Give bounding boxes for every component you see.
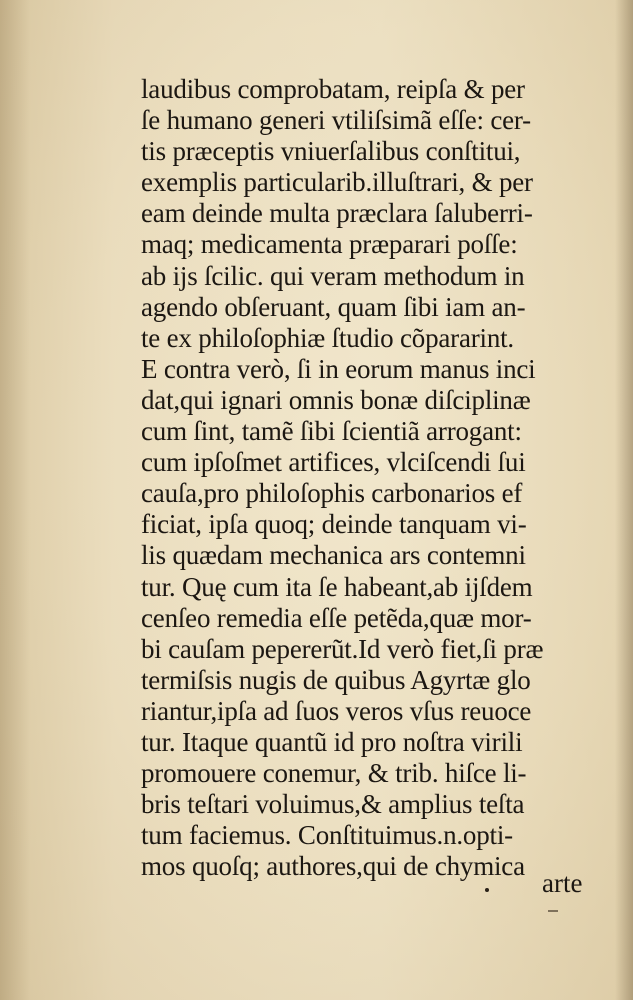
text-line: promouere conemur, & trib. hiſce li-	[141, 758, 527, 789]
text-line: termiſsis nugis de quibus Agyrtæ glo	[141, 664, 531, 695]
text-line: tis præceptis vniuerſalibus conſtitui,	[141, 136, 521, 167]
page-mark	[548, 910, 558, 912]
text-line: ficiat, ipſa quoq; deinde tanquam vi-	[141, 509, 527, 540]
text-line: tur. Itaque quantũ id pro noſtra virili	[141, 726, 523, 757]
text-line: bris teſtari voluimus,& amplius teſta	[141, 789, 525, 820]
text-line: ab ijs ſcilic. qui veram methodum in	[141, 260, 525, 291]
catchword: arte	[542, 868, 583, 898]
text-line: agendo obſeruant, quam ſibi iam an-	[141, 291, 526, 322]
text-line: ſe humano generi vtiliſsimã eſſe: cer-	[141, 105, 531, 136]
page-edge-shadow	[615, 0, 633, 1000]
text-line: cum ipſoſmet artifices, vlciſcendi ſui	[141, 447, 526, 478]
text-line: mos quoſq; authores,qui de chymica	[141, 851, 525, 882]
text-line: cenſeo remedia eſſe petẽda,quæ mor-	[141, 602, 532, 633]
text-line: tur. Quę cum ita ſe habeant,ab ijſdem	[141, 571, 533, 602]
text-line: maq; medicamenta præparari poſſe:	[141, 229, 518, 260]
text-line: eam deinde multa præclara ſaluberri-	[141, 198, 533, 229]
text-line: bi cauſam pepererũt.Id verò fiet,ſi præ	[141, 633, 544, 664]
text-line: E contra verò, ſi in eorum manus inci	[141, 353, 536, 384]
text-line: dat,qui ignari omnis bonæ diſciplinæ	[141, 384, 531, 415]
text-line: cauſa,pro philoſophis carbonarios ef	[141, 478, 523, 509]
text-line: tum faciemus. Conſtituimus.n.opti-	[141, 820, 513, 851]
text-line: riantur,ipſa ad ſuos veros vſus reuoce	[141, 695, 532, 726]
text-line: exemplis particularib.illuſtrari, & per	[141, 167, 533, 198]
text-line: cum ſint, tamẽ ſibi ſcientiã arrogant:	[141, 416, 522, 447]
page-gutter-shadow	[0, 0, 30, 1000]
body-text	[141, 74, 601, 882]
text-line: lis quædam mechanica ars contemni	[141, 540, 526, 571]
text-line: te ex philoſophiæ ſtudio cõpararint.	[141, 322, 514, 353]
text-line: laudibus comprobatam, reipſa & per	[141, 74, 525, 104]
ink-speck	[485, 888, 489, 892]
